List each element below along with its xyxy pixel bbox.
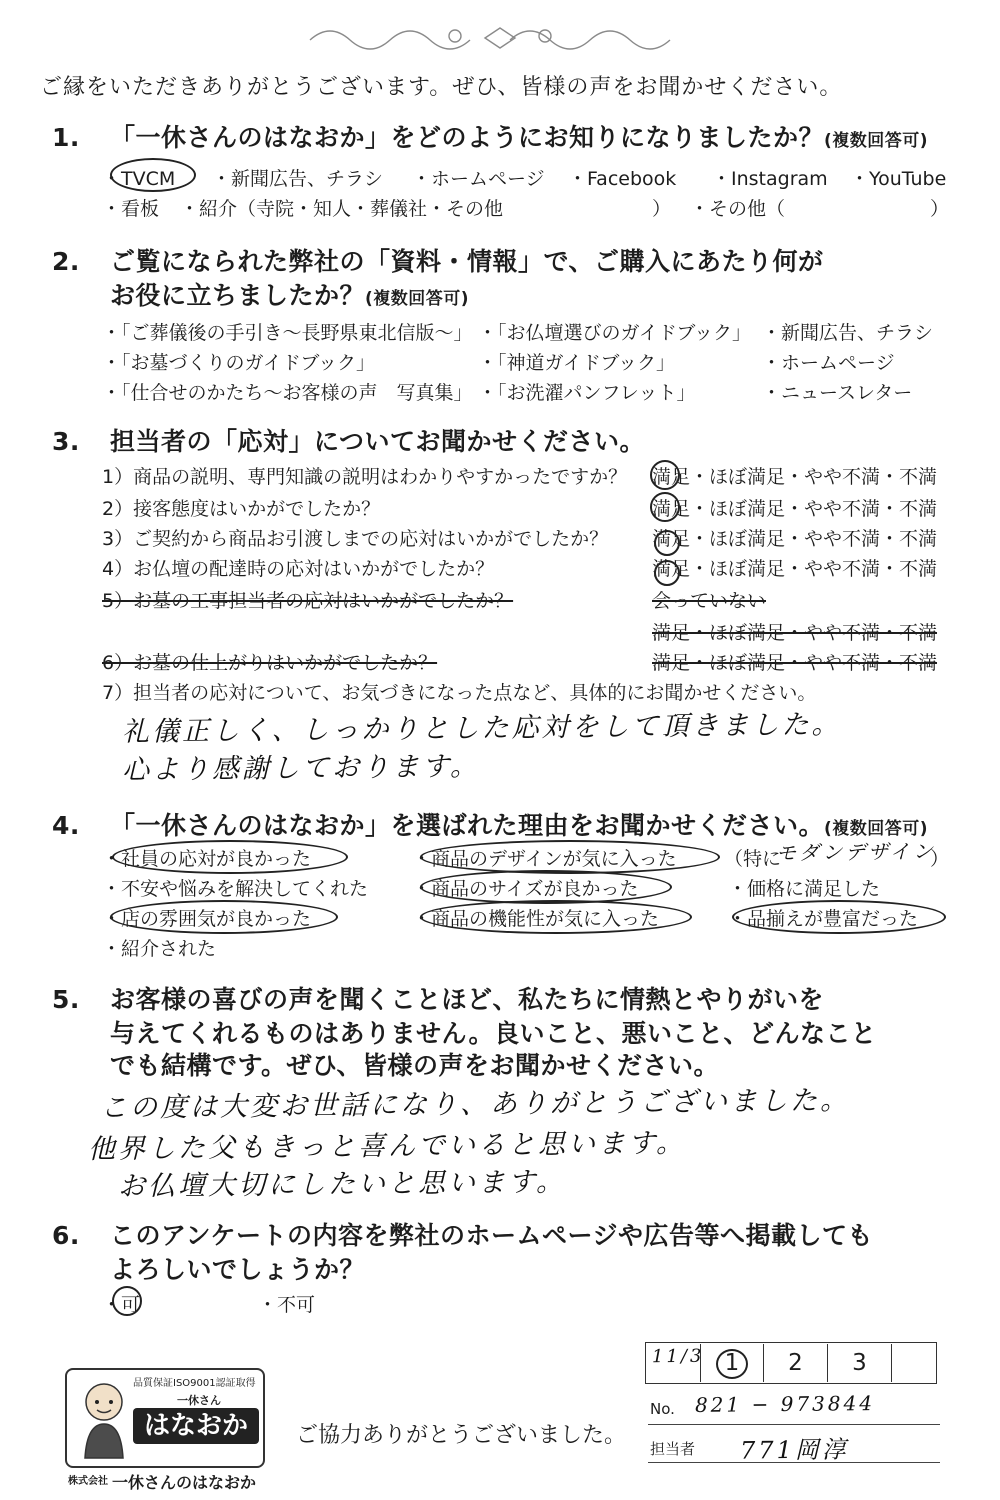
q4-option-size[interactable]: ・商品のサイズが良かった [412, 878, 639, 900]
q4-option-referral[interactable]: ・紹介された [102, 938, 217, 960]
q5-handwriting-line-2: 他界した父もきっと喜んでいると思います。 [87, 1127, 687, 1166]
q2-note: (複数回答可) [365, 289, 470, 309]
number-underline [648, 1424, 940, 1425]
q2-item[interactable]: ・ニュースレター [762, 382, 913, 404]
q3-scale-2[interactable]: 満足・ほぼ満足・やや不満・不満 [652, 498, 938, 520]
q2-heading [52, 242, 824, 278]
q6-line-2: よろしいでしょうか？ [110, 1255, 366, 1284]
q3-item-1: 1）商品の説明、専門知識の説明はわかりやすかったですか？ [102, 466, 628, 488]
intro-text: ご縁をいただきありがとうございます。ぜひ、皆様の声をお聞かせください。 [40, 75, 843, 100]
number-label: No. [650, 1400, 675, 1418]
company-name: 一休さんのはなおか [112, 1473, 257, 1492]
logo-brand-text: はなおか [133, 1408, 259, 1444]
q3-scale-5[interactable]: 満足・ほぼ満足・やや不満・不満 [652, 622, 938, 644]
grid-value-1: 1 [724, 1350, 740, 1376]
q1-option-instagram[interactable]: ・Instagram [712, 168, 828, 190]
q4-note: (複数回答可) [824, 819, 929, 839]
q6-number: 6. [52, 1221, 80, 1250]
q6-heading [52, 1216, 873, 1252]
answer-circle [650, 460, 680, 490]
logo-small-text: 一休さん [177, 1394, 221, 1407]
company-prefix: 株式会社 [68, 1476, 108, 1487]
q5-handwriting-line-1: この度は大変お世話になり、ありがとうございました。 [99, 1085, 851, 1124]
q6-option-no[interactable]: ・不可 [258, 1294, 316, 1316]
q5-line-3: でも結構です。ぜひ、皆様の声をお聞かせください。 [110, 1051, 720, 1080]
number-value: 821 − 973844 [694, 1391, 876, 1417]
q5-line-1: お客様の喜びの声を聞くことほど、私たちに情熱とやりがいを [110, 985, 825, 1014]
q1-option-other[interactable]: ・その他（ [690, 198, 786, 220]
q2-title-line2: お役に立ちましたか？ [110, 281, 366, 310]
q4-option-solved[interactable]: ・不安や悩みを解決してくれた [102, 878, 369, 900]
grid-cell-2 [764, 1344, 828, 1382]
staff-value: 771岡淳 [739, 1435, 849, 1465]
q4-option-function[interactable]: ・商品の機能性が気に入った [412, 908, 660, 930]
q3-item-2: 2）接客態度はいかがでしたか？ [102, 498, 381, 520]
q2-heading-line2 [110, 276, 469, 312]
answer-circle [420, 870, 672, 904]
q5-line-2: 与えてくれるものはありません。良いこと、悪いこと、どんなこと [110, 1019, 877, 1048]
q1-option-homepage[interactable]: ・ホームページ [412, 168, 545, 190]
answer-circle [420, 900, 692, 934]
staff-underline [648, 1462, 940, 1463]
q4-title: 「一休さんのはなおか」を選ばれた理由をお聞かせください。 [110, 811, 825, 840]
q1-option-signboard[interactable]: ・看板 [102, 198, 160, 220]
q3-scale-3[interactable]: 満足・ほぼ満足・やや不満・不満 [652, 528, 938, 550]
monk-mascot-icon [75, 1378, 133, 1460]
logo-iso-text: 品質保証ISO9001認証取得 [133, 1378, 256, 1389]
q3-item-4: 4）お仏壇の配達時の応対はいかがでしたか？ [102, 558, 495, 580]
answer-circle [110, 900, 338, 934]
answer-circle [112, 1286, 142, 1316]
q3-handwriting-line-1: 礼儀正しく、しっかりとした応対をして頂きました。 [121, 709, 842, 748]
q3-scale-6[interactable]: 満足・ほぼ満足・やや不満・不満 [652, 652, 938, 674]
q1-option-youtube[interactable]: ・YouTube [850, 168, 947, 190]
q6-line-1: このアンケートの内容を弊社のホームページや広告等へ掲載しても [110, 1221, 874, 1250]
answer-circle [732, 900, 946, 934]
q1-option-tvcm[interactable]: ・TVCM [102, 168, 176, 190]
grid-value-3: 3 [852, 1350, 867, 1376]
q2-item[interactable]: ・「お洗濯パンフレット」 [478, 382, 696, 404]
q1-option-newspaper[interactable]: ・新聞広告、チラシ [212, 168, 384, 190]
q5-handwriting-line-3: お仏壇大切にしたいと思います。 [117, 1166, 567, 1203]
date-handwriting: 11/3 [651, 1345, 705, 1368]
q4-special-close: ） [930, 848, 950, 870]
q3-number: 3. [52, 427, 80, 456]
q2-item[interactable]: ・ホームページ [762, 352, 895, 374]
answer-circle [654, 530, 680, 556]
answer-circle [420, 840, 720, 874]
q4-option-price[interactable]: ・価格に満足した [728, 878, 881, 900]
q3-item-5: 5）お墓の工事担当者の応対はいかがでしたか？ [102, 590, 514, 612]
q3-item-3: 3）ご契約から商品お引渡しまでの応対はいかがでしたか？ [102, 528, 609, 550]
q3-item-6: 6）お墓の仕上がりはいかがでしたか？ [102, 652, 438, 674]
q2-title: ご覧になられた弊社の「資料・情報」で、ご購入にあたり何が [110, 247, 824, 276]
q3-handwriting-line-2: 心より感謝しております。 [121, 751, 481, 786]
q4-option-staff[interactable]: ・社員の応対が良かった [102, 848, 312, 870]
q3-scale-1[interactable]: 満足・ほぼ満足・やや不満・不満 [652, 466, 938, 488]
q2-number: 2. [52, 247, 80, 276]
q5-number: 5. [52, 985, 80, 1014]
q2-item[interactable]: ・新聞広告、チラシ [762, 322, 934, 344]
q3-title: 担当者の「応対」についてお聞かせください。 [110, 427, 646, 456]
q2-item[interactable]: ・「お墓づくりのガイドブック」 [102, 352, 376, 374]
answer-circle [716, 1349, 748, 1379]
decorative-ornament [300, 18, 700, 58]
q5-heading [52, 980, 824, 1016]
grid-value-2: 2 [788, 1350, 803, 1376]
thanks-text: ご協力ありがとうございました。 [296, 1423, 627, 1448]
q3-item-7: 7）担当者の応対について、お気づきになった点など、具体的にお聞かせください。 [102, 682, 817, 704]
answer-circle [650, 492, 680, 522]
q1-referral-close: ） [652, 198, 672, 220]
q4-option-atmosphere[interactable]: ・店の雰囲気が良かった [102, 908, 312, 930]
company-logo [65, 1368, 265, 1468]
q2-item[interactable]: ・「神道ガイドブック」 [478, 352, 676, 374]
q3-scale-4[interactable]: 満足・ほぼ満足・やや不満・不満 [652, 558, 938, 580]
q4-special-handwriting: モダンデザイン [775, 839, 936, 865]
q1-note: (複数回答可) [824, 131, 929, 151]
q2-item[interactable]: ・「ご葬儀後の手引き～長野県東北信版～」 [102, 322, 473, 344]
answer-circle [112, 840, 348, 874]
q3-heading [52, 422, 645, 458]
q4-option-selection[interactable]: ・品揃えが豊富だった [728, 908, 919, 930]
answer-circle [110, 158, 196, 192]
q1-option-referral[interactable]: ・紹介（寺院・知人・葬儀社・その他 [180, 198, 504, 220]
q4-option-design[interactable]: ・商品のデザインが気に入った [412, 848, 677, 870]
q2-item[interactable]: ・「お仏壇選びのガイドブック」 [478, 322, 752, 344]
staff-label: 担当者 [650, 1440, 696, 1458]
q1-heading [52, 118, 928, 154]
q6-option-yes[interactable]: ・可 [102, 1294, 141, 1316]
answer-circle [654, 560, 680, 586]
grid-cell-3 [828, 1344, 892, 1382]
q4-number: 4. [52, 811, 80, 840]
q1-other-close: ） [930, 198, 950, 220]
q1-option-facebook[interactable]: ・Facebook [568, 168, 677, 190]
q1-number: 1. [52, 123, 80, 152]
q2-item[interactable]: ・「仕合せのかたち～お客様の声 写真集」 [102, 382, 473, 404]
q1-title: 「一休さんのはなおか」をどのようにお知りになりましたか？ [110, 123, 825, 152]
q3-not-met[interactable]: 会っていない [652, 590, 767, 612]
q4-special-label: （特に [724, 848, 782, 870]
